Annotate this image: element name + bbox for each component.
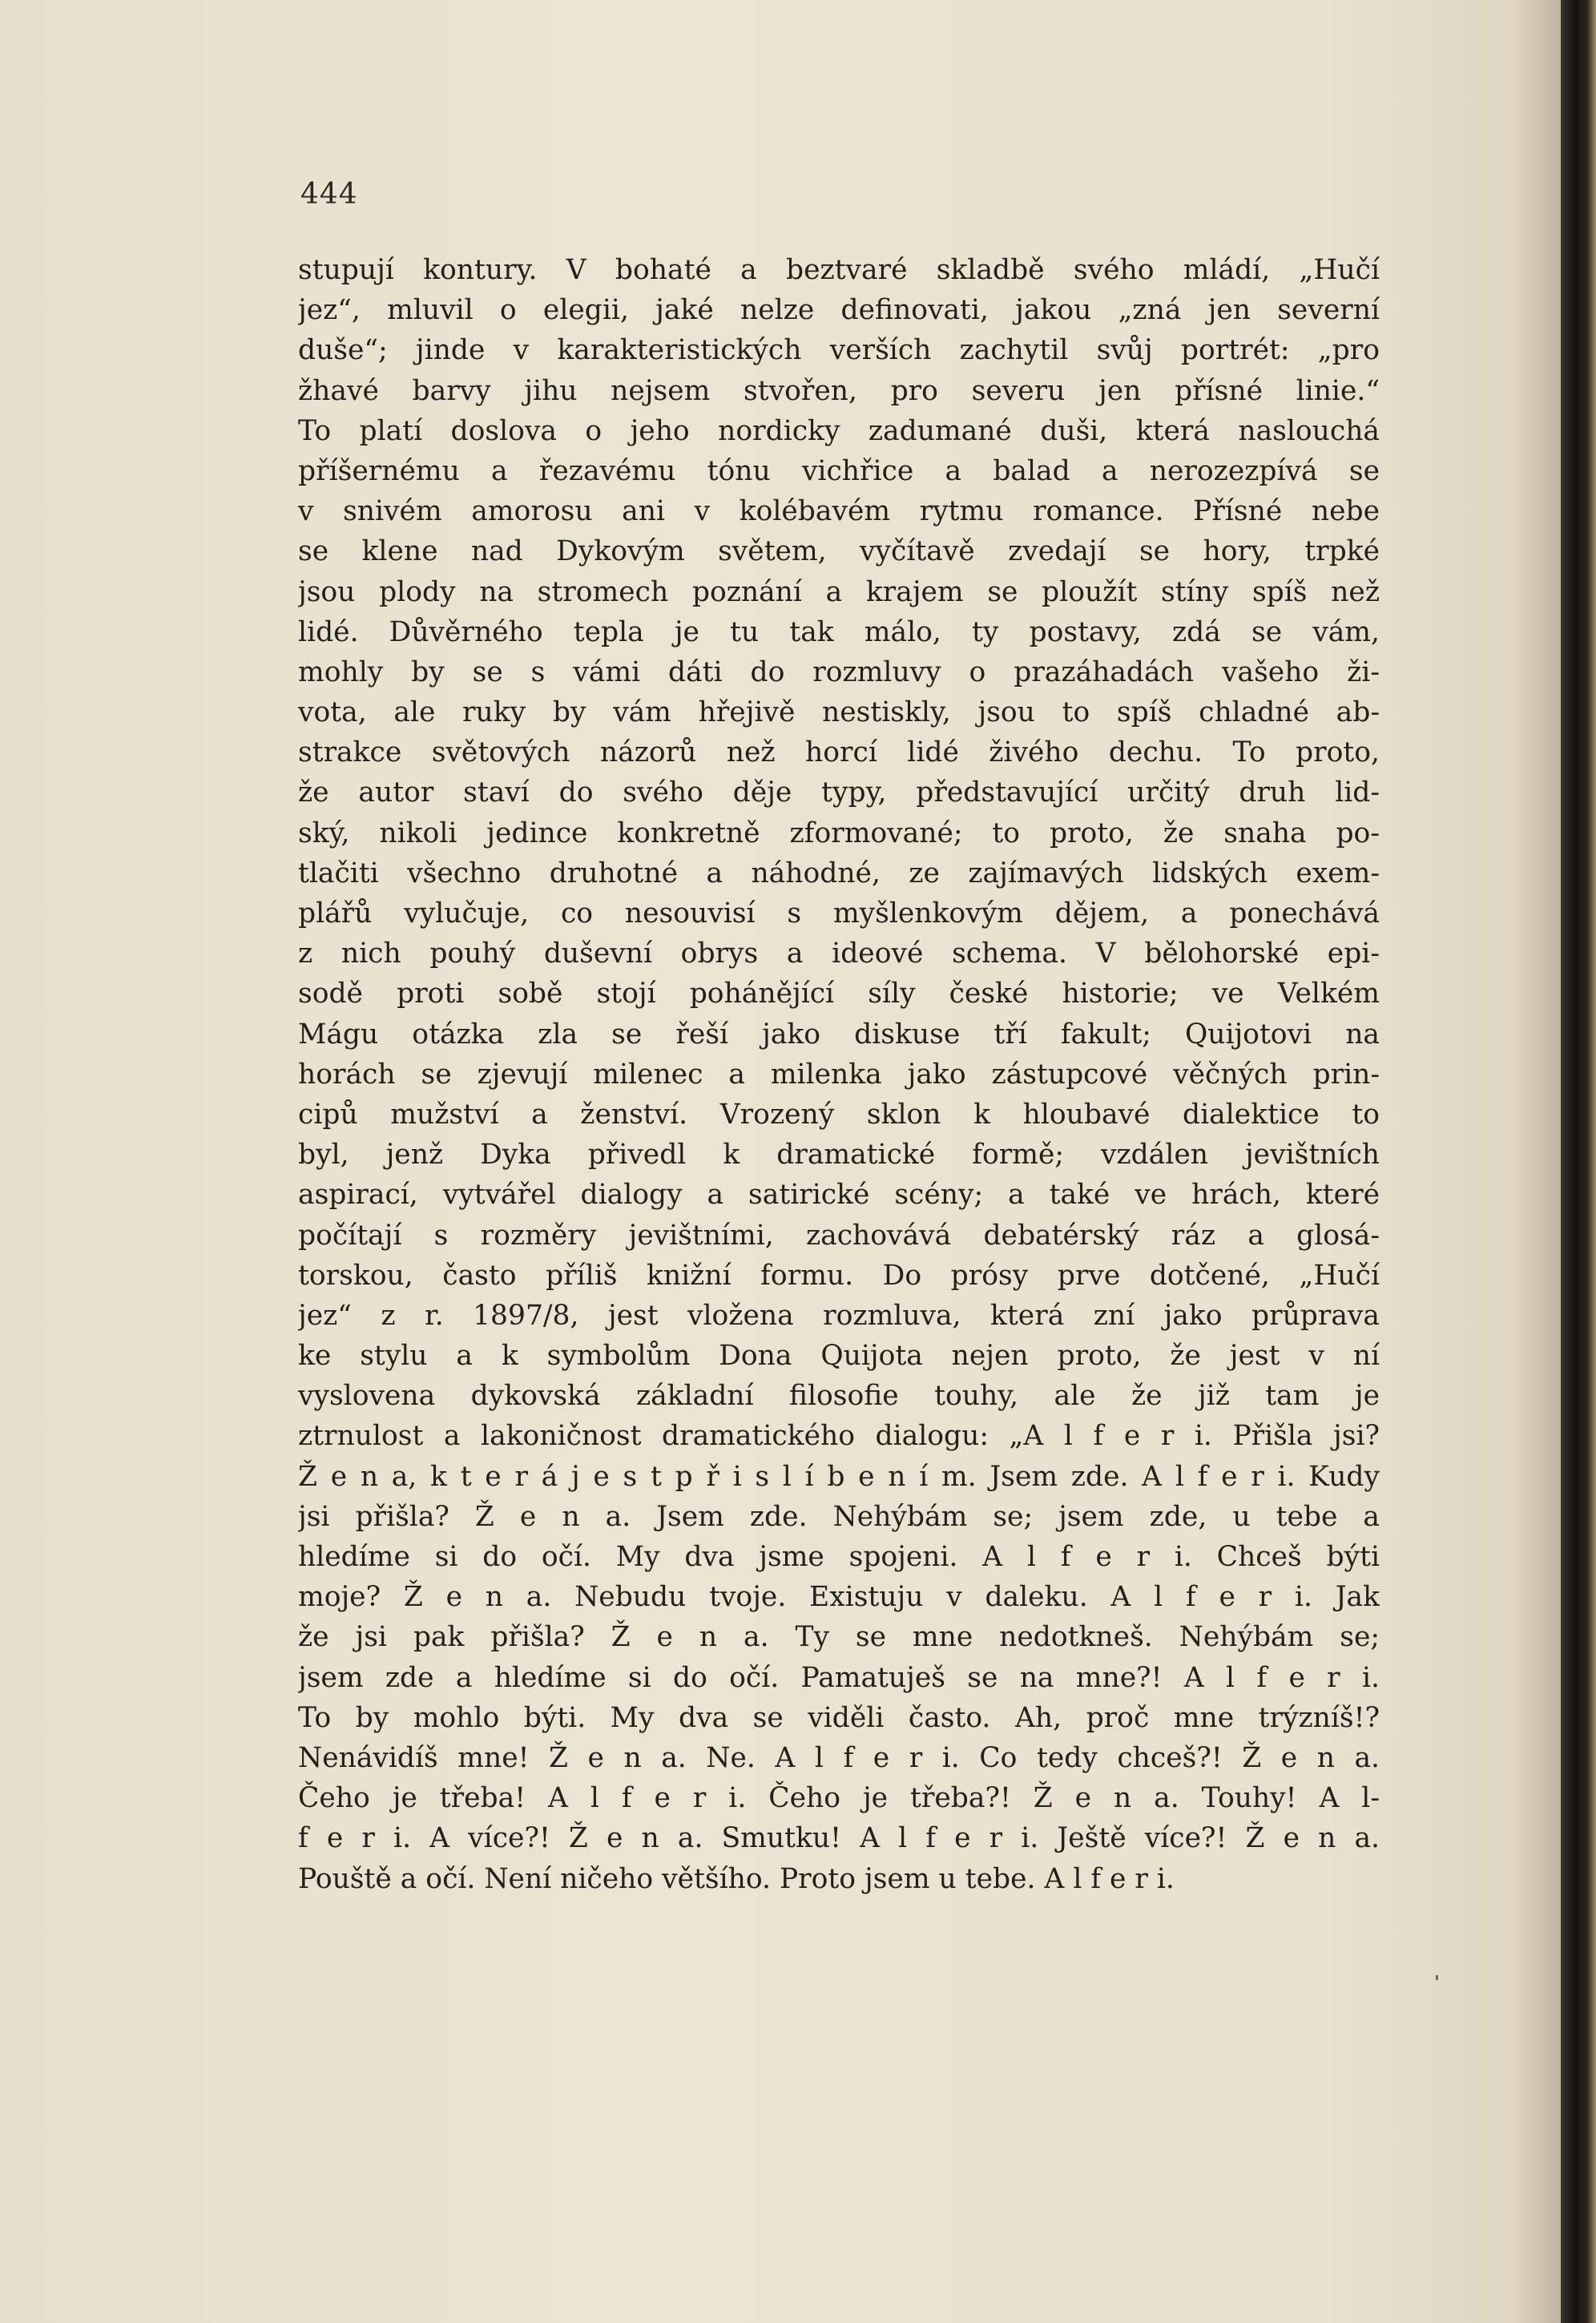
- text-line: jez“ z r. 1897/8, jest vložena rozmluva, která zní jako průprava: [298, 1299, 1380, 1332]
- text-line: cipů mužství a ženství. Vrozený sklon k hloubavé dialektice to: [298, 1098, 1380, 1131]
- text-line: počítají s rozměry jevištními, zachovává debatérský ráz a glosá-: [298, 1219, 1380, 1252]
- text-line: mohly by se s vámi dáti do rozmluvy o prazáhadách vašeho ži-: [298, 655, 1380, 688]
- text-line: Ž e n a, k t e r á j e s t p ř i s l í b e n í m. Jsem zde. A l f e r i. Kudy: [298, 1460, 1380, 1493]
- text-line: v snivém amorosu ani v kolébavém rytmu romance. Přísné nebe: [298, 495, 1380, 528]
- text-line: To platí doslova o jeho nordicky zadumané duši, která naslouchá: [298, 414, 1380, 447]
- text-line: že jsi pak přišla? Ž e n a. Ty se mne nedotkneš. Nehýbám se;: [298, 1621, 1380, 1654]
- text-line: Nenávidíš mne! Ž e n a. Ne. A l f e r i. Co tedy chceš?! Ž e n a.: [298, 1741, 1380, 1774]
- page-edge-shadow: [1513, 0, 1561, 2323]
- text-line: moje? Ž e n a. Nebudu tvoje. Existuju v daleku. A l f e r i. Jak: [298, 1581, 1380, 1614]
- text-line: lidé. Důvěrného tepla je tu tak málo, ty postavy, zdá se vám,: [298, 615, 1380, 648]
- body-text: [298, 250, 1380, 1899]
- text-line: duše“; jinde v karakteristických verších zachytil svůj portrét: „pro: [298, 334, 1380, 367]
- text-line: tlačiti všechno druhotné a náhodné, ze zajímavých lidských exem-: [298, 857, 1380, 889]
- text-line: hledíme si do očí. My dva jsme spojeni. A l f e r i. Chceš býti: [298, 1541, 1380, 1573]
- text-line: ke stylu a k symbolům Dona Quijota nejen proto, že jest v ní: [298, 1340, 1380, 1373]
- text-line: ztrnulost a lakoničnost dramatického dialogu: „A l f e r i. Přišla jsi?: [298, 1420, 1380, 1453]
- text-line: se klene nad Dykovým světem, vyčítavě zvedají se hory, trpké: [298, 535, 1380, 568]
- text-line: plářů vylučuje, co nesouvisí s myšlenkovým dějem, a ponechává: [298, 897, 1380, 930]
- text-line: že autor staví do svého děje typy, představující určitý druh lid-: [298, 776, 1380, 809]
- text-line: f e r i. A více?! Ž e n a. Smutku! A l f e r i. Ještě více?! Ž e n a.: [298, 1822, 1380, 1855]
- text-line: aspirací, vytvářel dialogy a satirické scény; a také ve hrách, které: [298, 1179, 1380, 1212]
- text-line: Čeho je třeba! A l f e r i. Čeho je třeba?! Ž e n a. Touhy! A l-: [298, 1782, 1380, 1815]
- page-number: 444: [300, 178, 358, 211]
- text-line: vyslovena dykovská základní filosofie touhy, ale že již tam je: [298, 1380, 1380, 1413]
- text-line: strakce světových názorů než horcí lidé živého dechu. To proto,: [298, 736, 1380, 769]
- text-line: jez“, mluvil o elegii, jaké nelze definovati, jakou „zná jen severní: [298, 294, 1380, 327]
- text-line: torskou, často příliš knižní formu. Do prósy prve dotčené, „Hučí: [298, 1259, 1380, 1292]
- text-line: To by mohlo býti. My dva se viděli často. Ah, proč mne trýzníš!?: [298, 1701, 1380, 1734]
- text-line: stupují kontury. V bohaté a beztvaré skladbě svého mládí, „Hučí: [298, 254, 1380, 286]
- text-line: žhavé barvy jihu nejsem stvořen, pro severu jen přísné linie.“: [298, 374, 1380, 407]
- text-line: vota, ale ruky by vám hřejivě nestiskly, jsou to spíš chladné ab-: [298, 696, 1380, 729]
- book-spine: [1561, 0, 1596, 2323]
- text-line: Pouště a očí. Není ničeho většího. Proto jsem u tebe. A l f e r i.: [298, 1862, 1175, 1895]
- text-line: z nich pouhý duševní obrys a ideové schema. V bělohorské epi-: [298, 938, 1380, 970]
- paper-speck: [1436, 1975, 1438, 1980]
- text-line: jsou plody na stromech poznání a krajem se ploužít stíny spíš než: [298, 575, 1380, 608]
- text-line: Mágu otázka zla se řeší jako diskuse tří fakult; Quijotovi na: [298, 1018, 1380, 1051]
- text-line: jsi přišla? Ž e n a. Jsem zde. Nehýbám se; jsem zde, u tebe a: [298, 1500, 1380, 1533]
- text-line: příšernému a řezavému tónu vichřice a balad a nerozezpívá se: [298, 454, 1380, 487]
- text-line: byl, jenž Dyka přivedl k dramatické formě; vzdálen jevištních: [298, 1139, 1380, 1172]
- text-line: sodě proti sobě stojí pohánějící síly české historie; ve Velkém: [298, 978, 1380, 1010]
- text-line: horách se zjevují milenec a milenka jako zástupcové věčných prin-: [298, 1058, 1380, 1091]
- text-line: jsem zde a hledíme si do očí. Pamatuješ se na mne?! A l f e r i.: [298, 1661, 1380, 1694]
- text-line: ský, nikoli jedince konkretně zformované; to proto, že snaha po-: [298, 817, 1380, 849]
